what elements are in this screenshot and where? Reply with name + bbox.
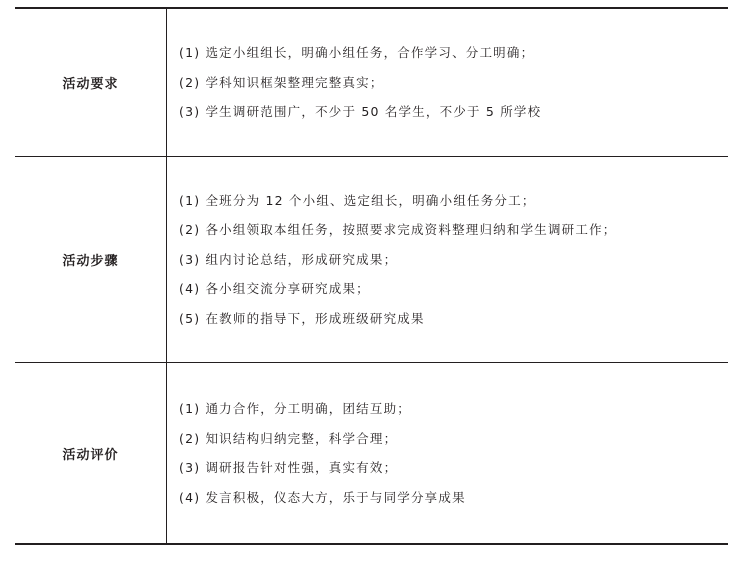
list-item: (3) 调研报告针对性强，真实有效； [179,460,398,475]
list-item: (3) 学生调研范围广，不少于 50 名学生，不少于 5 所学校 [179,104,542,120]
table-row-requirements [15,9,728,157]
row-label-evaluation: 活动评价 [15,363,167,543]
row-content-requirements [167,9,728,156]
list-item: (2) 各小组领取本组任务，按照要求完成资料整理归纳和学生调研工作； [179,222,617,238]
list-item: (1) 全班分为 12 个小组、选定组长，明确小组任务分工； [179,192,536,208]
table-row-evaluation [15,363,728,543]
row-label-steps: 活动步骤 [15,157,167,362]
list-item: (4) 各小组交流分享研究成果； [179,281,370,297]
list-item: (1) 通力合作，分工明确，团结互助； [179,401,411,416]
row-content-evaluation [167,363,728,543]
list-item: (3) 组内讨论总结，形成研究成果； [179,251,398,267]
table-row-steps [15,157,728,363]
list-item: (5) 在教师的指导下，形成班级研究成果 [179,310,425,326]
row-label-requirements: 活动要求 [15,9,167,156]
list-item: (4) 发言积极，仪态大方，乐于与同学分享成果 [179,489,466,505]
row-content-steps [167,157,728,362]
list-item: (2) 知识结构归纳完整，科学合理； [179,430,398,446]
list-item: (2) 学科知识框架整理完整真实； [179,74,384,90]
activity-table [15,7,728,545]
list-item: (1) 选定小组组长，明确小组任务，合作学习、分工明确； [179,45,535,61]
